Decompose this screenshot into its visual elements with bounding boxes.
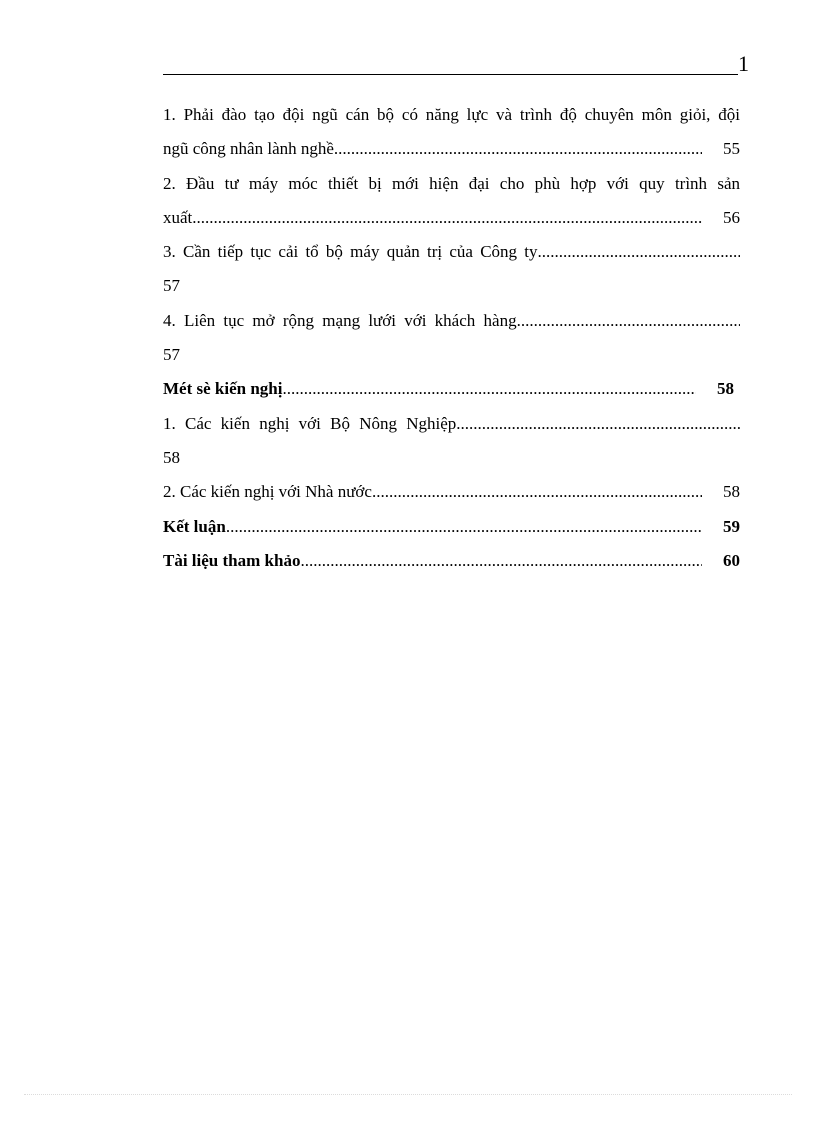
toc-item-1-line-1: 1. Phải đào tạo đội ngũ cán bộ có năng lực và trình độ chuyên môn giỏi, đội (163, 105, 740, 124)
toc-item-2-line-1: 2. Đầu tư máy móc thiết bị mới hiện đại cho phù hợp với quy trình sản (163, 173, 740, 193)
toc-item-1-label: ngũ công nhân lành nghề (163, 139, 334, 159)
page-number: 1 (738, 51, 749, 76)
dot-leader (372, 475, 702, 509)
toc-section-ket-luan[interactable] (163, 510, 740, 544)
dot-leader (282, 372, 696, 406)
toc-section-3-label: Tài liệu tham khảo (163, 550, 301, 570)
header-rule (163, 74, 738, 75)
toc-item-6-page: 58 (723, 482, 740, 502)
toc-item-3-label: 3. Cần tiếp tục cải tổ bộ máy quản trị của Công ty (163, 242, 538, 262)
dot-leader (192, 201, 702, 235)
toc-item-6-label: 2. Các kiến nghị với Nhà nước (163, 482, 372, 502)
dot-leader (538, 235, 740, 269)
toc-item-6-line-1[interactable] (163, 475, 740, 509)
page-bottom-border (24, 1094, 792, 1095)
table-of-contents (163, 98, 740, 578)
toc-item-3-line-1[interactable] (163, 235, 740, 269)
toc-item-2-page: 56 (723, 207, 740, 227)
toc-section-2-page: 59 (723, 516, 740, 536)
toc-item-2-label: xuất (163, 207, 193, 227)
toc-item-1-page: 55 (723, 139, 740, 159)
toc-section-tai-lieu[interactable] (163, 544, 740, 578)
toc-section-1-page: 58 (717, 379, 734, 399)
toc-item-3-page: 57 (163, 276, 180, 296)
dot-leader (517, 304, 740, 338)
toc-section-kien-nghi[interactable] (163, 372, 740, 406)
dot-leader (334, 132, 702, 166)
toc-item-2-line-2[interactable] (163, 201, 740, 235)
toc-item-4-label: 4. Liên tục mở rộng mạng lưới với khách hàng (163, 310, 517, 330)
dot-leader (456, 407, 740, 441)
toc-section-1-label: Mét sè kiến nghị (163, 379, 283, 399)
toc-item-5-line-1[interactable] (163, 407, 740, 441)
dot-leader (226, 510, 702, 544)
toc-item-5-label: 1. Các kiến nghị với Bộ Nông Nghiệp (163, 413, 457, 433)
toc-item-4-line-1[interactable] (163, 304, 740, 338)
toc-section-2-label: Kết luận (163, 516, 226, 536)
toc-section-3-page: 60 (723, 550, 740, 570)
toc-item-1-line-2[interactable] (163, 132, 740, 166)
toc-item-5-page: 58 (163, 447, 180, 467)
toc-item-4-page: 57 (163, 345, 180, 365)
dot-leader (300, 544, 702, 578)
